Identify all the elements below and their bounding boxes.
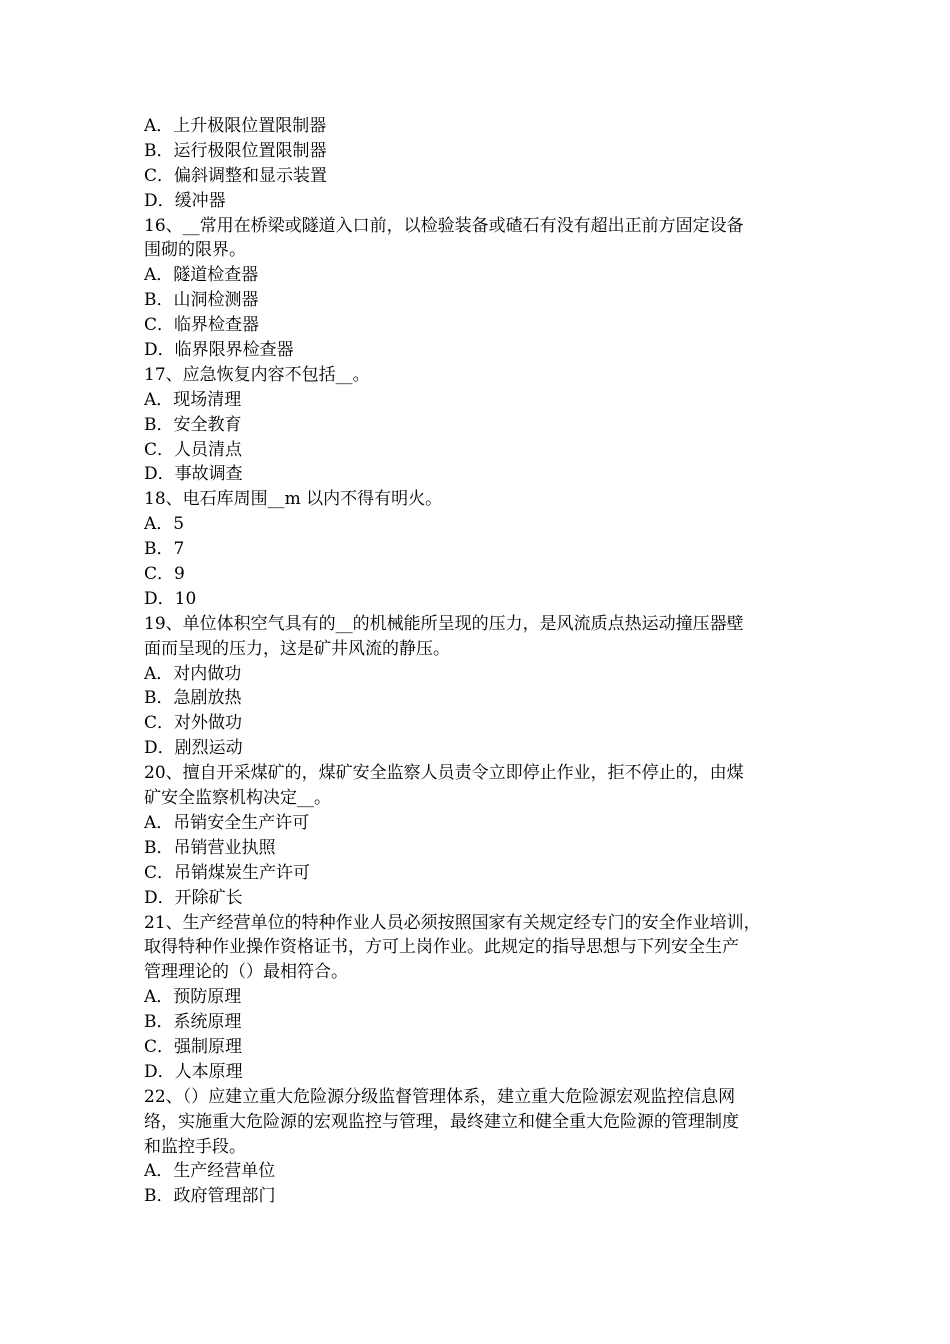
text-line: B．急剧放热	[144, 688, 242, 709]
text-line: D．临界限界检查器	[144, 340, 294, 361]
text-line: 络，实施重大危险源的宏观监控与管理，最终建立和健全重大危险源的管理制度	[144, 1111, 739, 1132]
text-line: B．安全教育	[144, 414, 242, 435]
text-line: 16、__常用在桥梁或隧道入口前，以检验装备或碴石有没有超出正前方固定设备	[144, 215, 744, 236]
text-line: 22、（）应建立重大危险源分级监督管理体系，建立重大危险源宏观监控信息网	[144, 1086, 736, 1107]
text-line: 20、擅自开采煤矿的，煤矿安全监察人员责令立即停止作业，拒不停止的，由煤	[144, 763, 744, 784]
text-line: 取得特种作业操作资格证书，方可上岗作业。此规定的指导思想与下列安全生产	[144, 937, 739, 958]
text-line: 和监控手段。	[144, 1136, 246, 1157]
text-line: A．5	[144, 514, 185, 535]
text-line: A．现场清理	[144, 389, 242, 410]
text-line: 19、单位体积空气具有的__的机械能所呈现的压力，是风流质点热运动撞压器壁	[144, 613, 744, 634]
text-line: 面而呈现的压力，这是矿井风流的静压。	[144, 638, 450, 659]
text-line: A．上升极限位置限制器	[144, 116, 327, 136]
text-line: 矿安全监察机构决定__。	[144, 788, 331, 809]
text-line: D．10	[144, 588, 197, 609]
text-line: 17、应急恢复内容不包括__。	[144, 364, 370, 385]
text-line: D．缓冲器	[144, 190, 226, 211]
text-line: 管理理论的（）最相符合。	[144, 962, 348, 983]
text-line: D．人本原理	[144, 1061, 243, 1082]
text-line: A．生产经营单位	[144, 1161, 276, 1182]
document-body	[144, 114, 812, 1209]
text-line: 21、生产经营单位的特种作业人员必须按照国家有关规定经专门的安全作业培训，	[144, 912, 761, 933]
text-line: C．对外做功	[144, 713, 243, 734]
text-line: B．吊销营业执照	[144, 837, 276, 858]
text-line: B．7	[144, 539, 185, 560]
text-line: C．临界检查器	[144, 315, 260, 336]
text-line: A．隧道检查器	[144, 265, 259, 286]
text-line: D．剧烈运动	[144, 738, 243, 759]
text-line: D．开除矿长	[144, 887, 243, 908]
text-line: B．运行极限位置限制器	[144, 140, 327, 161]
text-line: D．事故调查	[144, 464, 243, 485]
text-line: C．偏斜调整和显示装置	[144, 165, 328, 186]
text-line: B．山洞检测器	[144, 290, 259, 311]
text-line: B．系统原理	[144, 1012, 242, 1033]
text-line: 18、电石库周围__m 以内不得有明火。	[144, 489, 443, 510]
text-line: C．强制原理	[144, 1036, 243, 1057]
text-line: 围砌的限界。	[144, 240, 246, 261]
text-line: A．吊销安全生产许可	[144, 812, 310, 833]
text-line: C．吊销煤炭生产许可	[144, 862, 311, 883]
text-line: C．9	[144, 564, 185, 585]
text-line: B．政府管理部门	[144, 1186, 276, 1207]
text-line: A．预防原理	[144, 987, 242, 1008]
text-line: C．人员清点	[144, 439, 243, 460]
text-line: A．对内做功	[144, 663, 242, 684]
